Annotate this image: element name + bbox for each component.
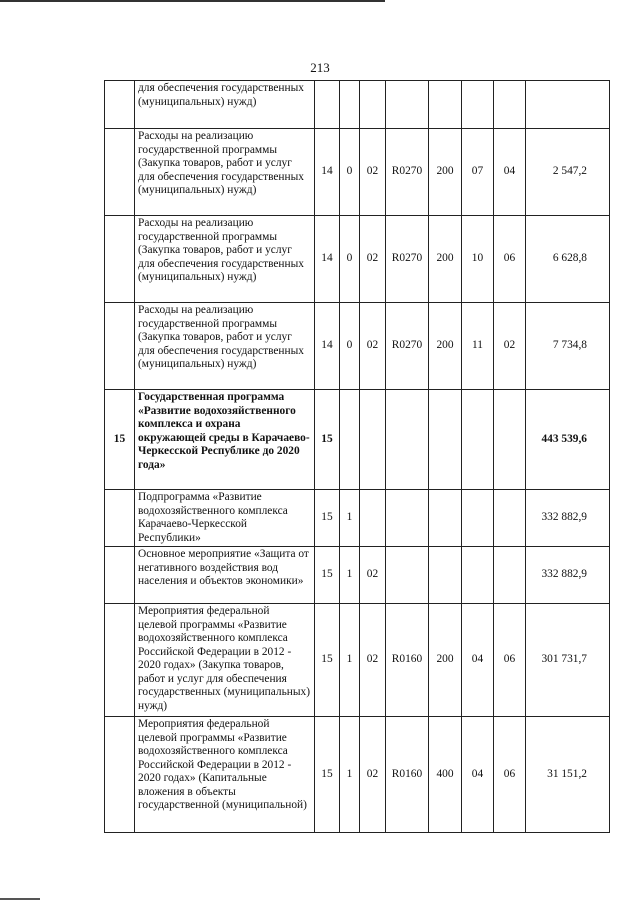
expense-type-cell — [429, 81, 462, 129]
item-name-cell: для обеспечения государственных (муниципальных) нужд) — [135, 81, 315, 129]
target-article-cell: R0270 — [386, 303, 429, 390]
table-row — [105, 303, 610, 390]
table-row — [105, 604, 610, 717]
item-name-cell: Мероприятия федеральной целевой программы «Развитие водохозяйственного комплекса Российской Федерации в 2012 - 2020 годах» (Закупка товаров, работ и услуг для обеспечения государственных (муниципальных) нужд) — [135, 604, 315, 717]
table-row — [105, 216, 610, 303]
page-number: 213 — [310, 60, 330, 75]
item-name-cell: Основное мероприятие «Защита от негативного воздействия вод населения и объектов экономики» — [135, 547, 315, 604]
target-article-cell: R0160 — [386, 604, 429, 717]
code-cell-3: 02 — [360, 717, 386, 833]
amount-cell: 332 882,9 — [526, 490, 610, 547]
code-cell-3 — [360, 490, 386, 547]
amount-cell: 2 547,2 — [526, 129, 610, 216]
code-cell-1: 15 — [315, 604, 340, 717]
code-cell-2: 1 — [340, 717, 360, 833]
expense-type-cell — [429, 490, 462, 547]
row-number-cell — [105, 490, 135, 547]
code-cell-3: 02 — [360, 303, 386, 390]
target-article-cell: R0160 — [386, 717, 429, 833]
expense-type-cell — [429, 390, 462, 490]
table-row — [105, 81, 610, 129]
code-cell-1: 14 — [315, 303, 340, 390]
section-cell: 04 — [462, 717, 494, 833]
subsection-cell — [494, 81, 526, 129]
code-cell-2 — [340, 390, 360, 490]
target-article-cell — [386, 81, 429, 129]
code-cell-1: 15 — [315, 717, 340, 833]
expense-type-cell: 400 — [429, 717, 462, 833]
subsection-cell: 04 — [494, 129, 526, 216]
table-row — [105, 547, 610, 604]
code-cell-1: 15 — [315, 390, 340, 490]
expense-type-cell: 200 — [429, 604, 462, 717]
amount-cell: 7 734,8 — [526, 303, 610, 390]
code-cell-1: 15 — [315, 490, 340, 547]
row-number-cell — [105, 129, 135, 216]
amount-cell: 31 151,2 — [526, 717, 610, 833]
item-name-cell: Государственная программа «Развитие водохозяйственного комплекса и охрана окружающей среды в Карачаево-Черкесской Республике до 2020 года» — [135, 390, 315, 490]
amount-cell — [526, 81, 610, 129]
code-cell-1: 14 — [315, 216, 340, 303]
table-row — [105, 390, 610, 490]
amount-cell: 301 731,7 — [526, 604, 610, 717]
code-cell-2: 1 — [340, 490, 360, 547]
section-cell: 07 — [462, 129, 494, 216]
code-cell-3: 02 — [360, 129, 386, 216]
subsection-cell: 02 — [494, 303, 526, 390]
expense-type-cell: 200 — [429, 216, 462, 303]
row-number-cell — [105, 717, 135, 833]
code-cell-1: 15 — [315, 547, 340, 604]
expense-type-cell: 200 — [429, 303, 462, 390]
section-cell: 10 — [462, 216, 494, 303]
target-article-cell — [386, 490, 429, 547]
item-name-cell: Расходы на реализацию государственной программы (Закупка товаров, работ и услуг для обеспечения государственных (муниципальных) нужд) — [135, 303, 315, 390]
code-cell-2: 1 — [340, 547, 360, 604]
row-number-cell — [105, 81, 135, 129]
amount-cell: 443 539,6 — [526, 390, 610, 490]
code-cell-2: 0 — [340, 303, 360, 390]
code-cell-2: 0 — [340, 216, 360, 303]
code-cell-1 — [315, 81, 340, 129]
code-cell-3 — [360, 390, 386, 490]
table-row — [105, 129, 610, 216]
code-cell-3: 02 — [360, 216, 386, 303]
subsection-cell — [494, 490, 526, 547]
section-cell — [462, 547, 494, 604]
item-name-cell: Расходы на реализацию государственной программы (Закупка товаров, работ и услуг для обеспечения государственных (муниципальных) нужд) — [135, 216, 315, 303]
table-body — [105, 81, 610, 833]
row-number-cell — [105, 303, 135, 390]
subsection-cell: 06 — [494, 216, 526, 303]
target-article-cell: R0270 — [386, 129, 429, 216]
amount-cell: 6 628,8 — [526, 216, 610, 303]
top-rule — [0, 0, 385, 2]
section-cell: 04 — [462, 604, 494, 717]
subsection-cell — [494, 390, 526, 490]
item-name-cell: Расходы на реализацию государственной программы (Закупка товаров, работ и услуг для обеспечения государственных (муниципальных) нужд) — [135, 129, 315, 216]
code-cell-3: 02 — [360, 547, 386, 604]
amount-cell: 332 882,9 — [526, 547, 610, 604]
budget-table — [104, 80, 610, 833]
subsection-cell: 06 — [494, 604, 526, 717]
subsection-cell: 06 — [494, 717, 526, 833]
row-number-cell — [105, 216, 135, 303]
row-number-cell — [105, 547, 135, 604]
row-number-cell — [105, 604, 135, 717]
section-cell — [462, 81, 494, 129]
table-row — [105, 490, 610, 547]
code-cell-3: 02 — [360, 604, 386, 717]
section-cell — [462, 490, 494, 547]
code-cell-3 — [360, 81, 386, 129]
subsection-cell — [494, 547, 526, 604]
target-article-cell: R0270 — [386, 216, 429, 303]
code-cell-2: 0 — [340, 129, 360, 216]
bottom-rule — [0, 898, 40, 900]
section-cell: 11 — [462, 303, 494, 390]
item-name-cell: Мероприятия федеральной целевой программы «Развитие водохозяйственного комплекса Российской Федерации в 2012 - 2020 годах» (Капитальные вложения в объекты государственной (муниципальной) — [135, 717, 315, 833]
target-article-cell — [386, 547, 429, 604]
section-cell — [462, 390, 494, 490]
target-article-cell — [386, 390, 429, 490]
code-cell-2 — [340, 81, 360, 129]
expense-type-cell: 200 — [429, 129, 462, 216]
row-number-cell: 15 — [105, 390, 135, 490]
code-cell-2: 1 — [340, 604, 360, 717]
code-cell-1: 14 — [315, 129, 340, 216]
expense-type-cell — [429, 547, 462, 604]
table-row — [105, 717, 610, 833]
item-name-cell: Подпрограмма «Развитие водохозяйственного комплекса Карачаево-Черкесской Республики» — [135, 490, 315, 547]
